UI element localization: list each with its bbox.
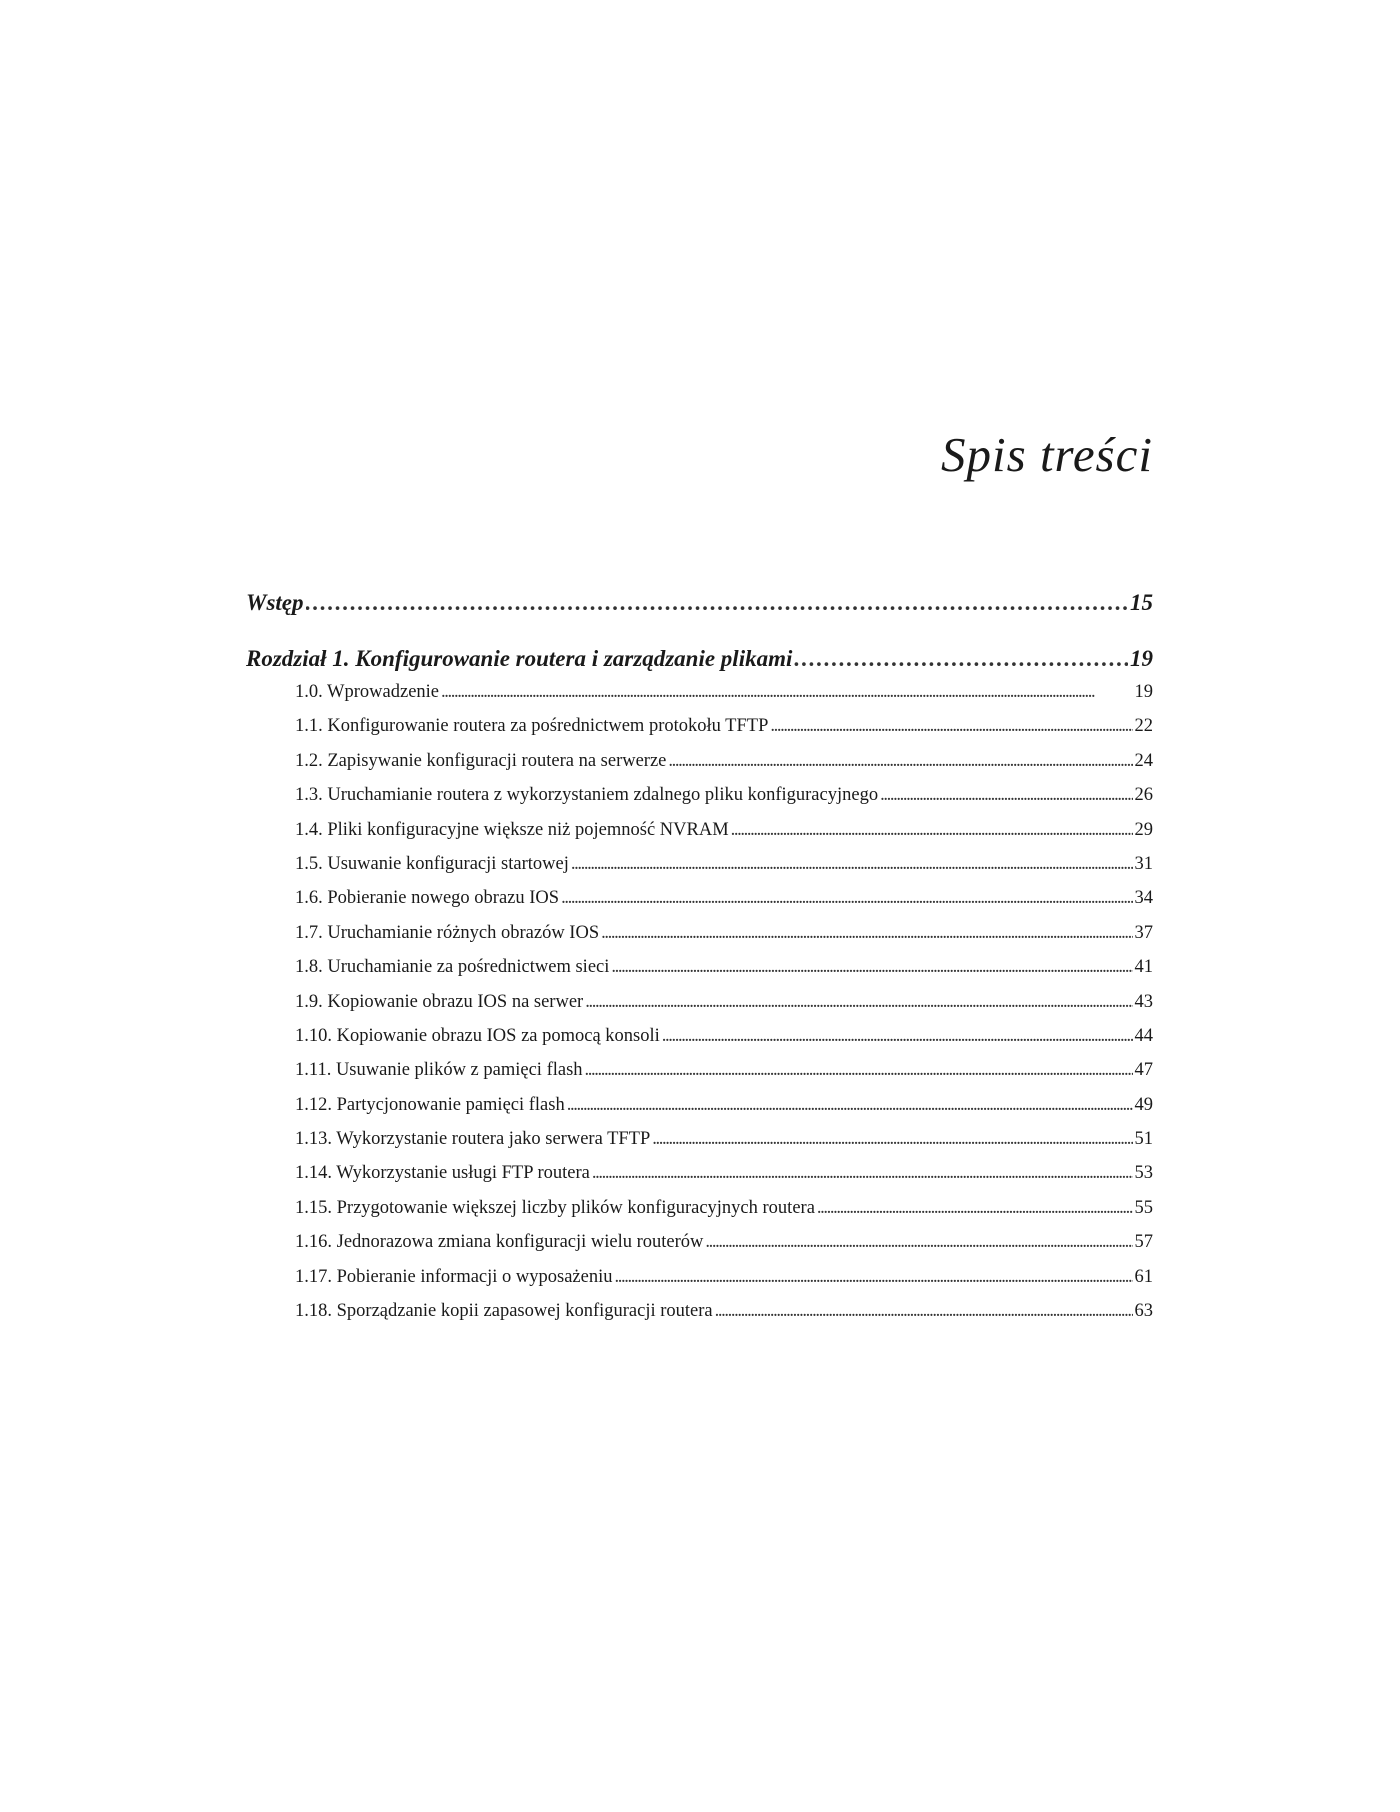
toc-entry-label: 1.14. Wykorzystanie usługi FTP routera (295, 1163, 590, 1184)
toc-entry-label: 1.17. Pobieranie informacji o wyposażeniu (295, 1266, 613, 1287)
toc-entry-label: 1.5. Usuwanie konfiguracji startowej (295, 853, 569, 874)
toc-page-number: 31 (1134, 853, 1153, 874)
toc-page-number: 61 (1134, 1266, 1153, 1287)
toc-entry-section-1-12[interactable] (246, 1095, 1153, 1129)
dot-leader (611, 957, 1132, 978)
toc-page-number: 26 (1134, 785, 1153, 806)
toc-entry-chapter-1[interactable] (246, 646, 1153, 680)
dot-leader (585, 1060, 1133, 1081)
toc-page-number: 43 (1134, 991, 1153, 1012)
toc-entry-section-1-4[interactable] (246, 820, 1153, 854)
toc-entry-label: 1.0. Wprowadzenie (295, 682, 440, 702)
toc-entry-label: 1.6. Pobieranie nowego obrazu IOS (295, 888, 560, 909)
toc-entry-section-1-13[interactable] (246, 1129, 1153, 1163)
toc-page-number: 34 (1134, 888, 1153, 909)
toc-entry-label: 1.4. Pliki konfiguracyjne większe niż pojemność NVRAM (295, 819, 729, 840)
toc-page-number: 29 (1134, 819, 1153, 840)
toc-page-number: 22 (1134, 716, 1153, 737)
dot-leader (652, 1129, 1132, 1150)
dot-leader (662, 1026, 1133, 1047)
page-title: Spis treści (941, 427, 1153, 482)
toc-page-number: 53 (1134, 1163, 1153, 1184)
dot-leader (615, 1267, 1133, 1288)
toc-page-number: 15 (1130, 590, 1153, 615)
dot-leader (770, 716, 1132, 737)
toc-entry-label: 1.15. Przygotowanie większej liczby plików konfiguracyjnych routera (295, 1197, 815, 1218)
toc-entry-section-1-17[interactable] (246, 1267, 1153, 1301)
toc-page-number: 55 (1134, 1197, 1153, 1218)
dot-leader (585, 992, 1132, 1013)
toc-entry-section-1-9[interactable] (246, 992, 1153, 1026)
toc-entry-section-1-0[interactable] (246, 682, 1153, 716)
dot-leader (668, 751, 1132, 772)
dot-leader (794, 646, 1128, 672)
toc-entry-label: 1.13. Wykorzystanie routera jako serwera TFTP (295, 1129, 651, 1150)
dot-leader (561, 888, 1132, 909)
toc-entry-section-1-3[interactable] (246, 785, 1153, 819)
dot-leader (715, 1301, 1133, 1322)
toc-entry-section-1-10[interactable] (246, 1026, 1153, 1060)
toc-entry-section-1-16[interactable] (246, 1232, 1153, 1266)
toc-page-number: 63 (1134, 1301, 1153, 1322)
toc-page-number: 47 (1134, 1060, 1153, 1081)
toc-entry-section-1-18[interactable] (246, 1301, 1153, 1335)
toc-entry-label: 1.3. Uruchamianie routera z wykorzystaniem zdalnego pliku konfiguracyjnego (295, 785, 879, 806)
toc-page-number: 19 (1130, 646, 1153, 671)
toc-page-number: 49 (1134, 1094, 1153, 1115)
toc-entry-label: Rozdział 1. Konfigurowanie routera i zarządzanie plikami (246, 646, 793, 671)
toc-page-number: 57 (1134, 1232, 1153, 1253)
toc-entry-section-1-2[interactable] (246, 751, 1153, 785)
toc-entry-label: 1.11. Usuwanie plików z pamięci flash (295, 1060, 583, 1081)
dot-leader (880, 785, 1132, 806)
toc-entry-label: Wstęp (246, 590, 304, 615)
dot-leader (817, 1198, 1133, 1219)
toc-entry-intro[interactable] (246, 590, 1153, 624)
toc-entry-label: 1.7. Uruchamianie różnych obrazów IOS (295, 922, 600, 943)
toc-page-number: 41 (1134, 957, 1153, 978)
dot-leader (731, 820, 1133, 841)
toc-entry-section-1-15[interactable] (246, 1198, 1153, 1232)
toc-entry-section-1-8[interactable] (246, 957, 1153, 991)
toc-entry-label: 1.12. Partycjonowanie pamięci flash (295, 1094, 565, 1115)
dot-leader (705, 1232, 1132, 1253)
toc-entry-label: 1.16. Jednorazowa zmiana konfiguracji wielu routerów (295, 1232, 704, 1253)
toc-page-number: 19 (1134, 682, 1153, 702)
toc-entry-label: 1.9. Kopiowanie obrazu IOS na serwer (295, 991, 584, 1012)
toc-entry-label: 1.8. Uruchamianie za pośrednictwem sieci (295, 957, 610, 978)
dot-leader (592, 1163, 1133, 1184)
toc-entry-label: 1.2. Zapisywanie konfiguracji routera na serwerze (295, 750, 667, 771)
toc-entry-section-1-11[interactable] (246, 1060, 1153, 1094)
toc-entry-label: 1.1. Konfigurowanie routera za pośrednictwem protokołu TFTP (295, 716, 769, 737)
toc-page-number: 44 (1134, 1025, 1153, 1046)
toc-entry-label: 1.18. Sporządzanie kopii zapasowej konfiguracji routera (295, 1301, 713, 1322)
toc-entry-section-1-6[interactable] (246, 888, 1153, 922)
toc-page-number: 37 (1134, 922, 1153, 943)
toc-entry-section-1-7[interactable] (246, 923, 1153, 957)
toc-page-number: 24 (1134, 750, 1153, 771)
dot-leader (441, 682, 1132, 703)
dot-leader (567, 1095, 1133, 1116)
toc-entry-section-1-5[interactable] (246, 854, 1153, 888)
dot-leader (601, 923, 1132, 944)
toc-entry-label: 1.10. Kopiowanie obrazu IOS za pomocą konsoli (295, 1025, 660, 1046)
table-of-contents (246, 590, 1153, 1335)
toc-entry-section-1-1[interactable] (246, 716, 1153, 750)
dot-leader (306, 590, 1129, 616)
dot-leader (571, 854, 1133, 875)
toc-page-number: 51 (1134, 1129, 1153, 1150)
toc-entry-section-1-14[interactable] (246, 1163, 1153, 1197)
